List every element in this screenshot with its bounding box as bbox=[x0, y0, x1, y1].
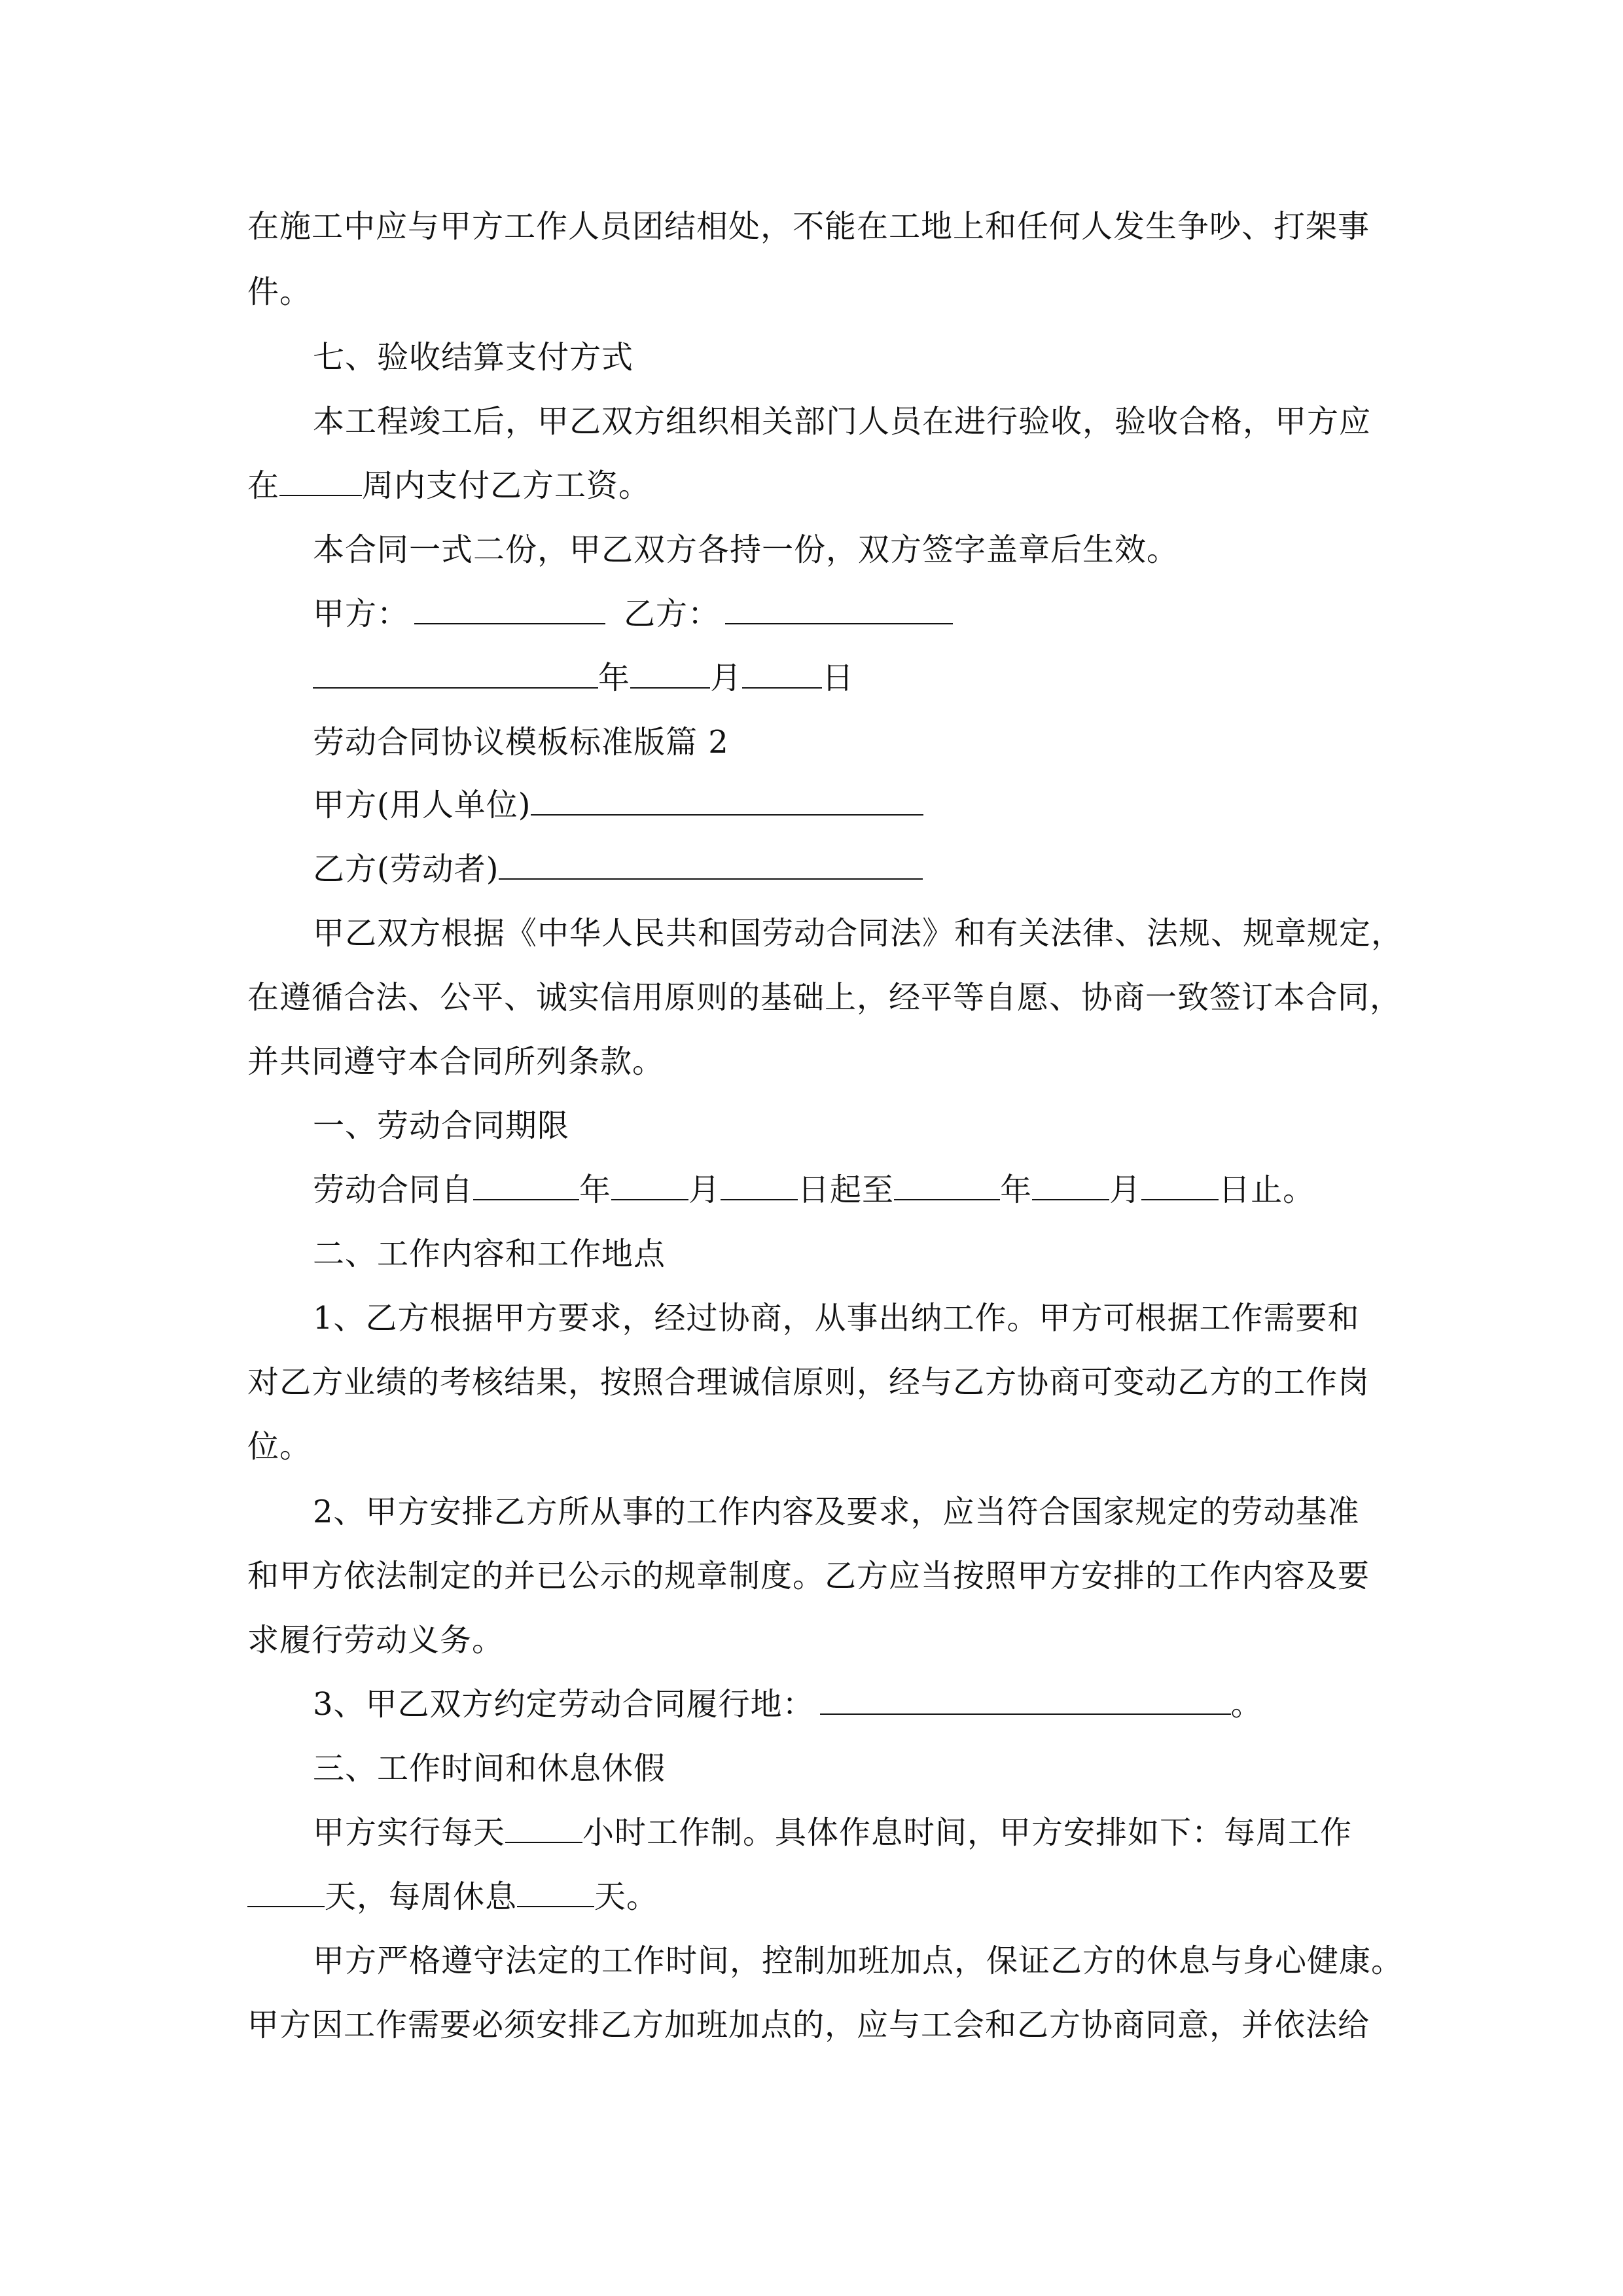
text-segment: 月 bbox=[1109, 1172, 1142, 1208]
body-line: 位。 bbox=[247, 1428, 312, 1465]
fill-blank bbox=[742, 658, 822, 689]
text-segment: 月 bbox=[688, 1172, 721, 1208]
text-segment: 日起至 bbox=[798, 1172, 895, 1208]
fill-blank bbox=[630, 658, 710, 689]
party-b-label: 乙方： bbox=[624, 596, 721, 632]
text-segment: 周内支付乙方工资。 bbox=[362, 467, 651, 504]
body-line: 本合同一式二份，甲乙双方各持一份，双方签字盖章后生效。 bbox=[313, 531, 1179, 568]
fill-blank bbox=[247, 1877, 325, 1907]
fill-blank bbox=[1141, 1170, 1219, 1200]
text-segment: 天。 bbox=[594, 1878, 659, 1915]
text-segment: 3、甲乙双方约定劳动合同履行地： bbox=[313, 1686, 815, 1723]
fill-blank bbox=[313, 658, 598, 689]
fill-blank bbox=[473, 1170, 579, 1200]
fill-blank bbox=[531, 785, 923, 816]
text-segment: 甲方(用人单位) bbox=[313, 787, 531, 823]
party-a-label: 甲方： bbox=[313, 596, 410, 632]
fill-blank bbox=[721, 1170, 798, 1200]
section-heading: 一、劳动合同期限 bbox=[313, 1107, 570, 1144]
fill-blank bbox=[725, 594, 953, 624]
body-line: 2、甲方安排乙方所从事的工作内容及要求，应当符合国家规定的劳动基准 bbox=[313, 1494, 1360, 1530]
text-segment: 月 bbox=[710, 660, 743, 696]
body-line bbox=[313, 1685, 1263, 1724]
section-heading: 三、工作时间和休息休假 bbox=[313, 1750, 666, 1787]
text-segment: 甲方实行每天 bbox=[313, 1814, 506, 1851]
text-segment: 。 bbox=[1230, 1686, 1263, 1723]
text-segment: 小时工作制。具体作息时间，甲方安排如下：每周工作 bbox=[582, 1814, 1353, 1851]
text-segment: 年 bbox=[598, 660, 631, 696]
text-segment: 天，每周休息 bbox=[325, 1878, 518, 1915]
fill-blank bbox=[414, 594, 605, 624]
contract-title: 劳动合同协议模板标准版篇 2 bbox=[313, 724, 729, 761]
text-segment: 日 bbox=[822, 660, 855, 696]
body-line: 在施工中应与甲方工作人员团结相处，不能在工地上和任何人发生争吵、打架事 bbox=[247, 208, 1370, 245]
fill-blank bbox=[499, 850, 923, 880]
text-segment: 乙方(劳动者) bbox=[313, 851, 499, 888]
body-line: 甲方因工作需要必须安排乙方加班加点的，应与工会和乙方协商同意，并依法给 bbox=[247, 2007, 1370, 2043]
fill-blank bbox=[611, 1170, 688, 1200]
date-line bbox=[313, 658, 854, 698]
section-heading: 二、工作内容和工作地点 bbox=[313, 1236, 666, 1272]
fill-blank bbox=[820, 1685, 1231, 1715]
body-line: 并共同遵守本合同所列条款。 bbox=[247, 1043, 665, 1080]
body-line bbox=[313, 1813, 1352, 1852]
party-line bbox=[313, 850, 923, 889]
fill-blank bbox=[505, 1813, 582, 1843]
body-line: 本工程竣工后，甲乙双方组织相关部门人员在进行验收，验收合格，甲方应 bbox=[313, 403, 1372, 440]
body-line: 求履行劳动义务。 bbox=[247, 1622, 505, 1659]
text-segment: 在 bbox=[247, 467, 280, 504]
text-segment: 年 bbox=[1000, 1172, 1033, 1208]
fill-blank bbox=[279, 466, 362, 496]
fill-blank bbox=[894, 1170, 1000, 1200]
party-line bbox=[313, 785, 923, 825]
body-line: 和甲方依法制定的并已公示的规章制度。乙方应当按照甲方安排的工作内容及要 bbox=[247, 1558, 1370, 1594]
body-line: 1、乙方根据甲方要求，经过协商，从事出纳工作。甲方可根据工作需要和 bbox=[313, 1300, 1360, 1336]
fill-blank bbox=[1032, 1170, 1109, 1200]
body-line: 甲乙双方根据《中华人民共和国劳动合同法》和有关法律、法规、规章规定， bbox=[313, 915, 1404, 952]
term-line bbox=[313, 1170, 1315, 1210]
body-line bbox=[247, 466, 651, 505]
text-segment: 年 bbox=[579, 1172, 612, 1208]
body-line: 甲方严格遵守法定的工作时间，控制加班加点，保证乙方的休息与身心健康。 bbox=[313, 1943, 1404, 1979]
body-line: 件。 bbox=[247, 274, 312, 310]
text-segment: 日止。 bbox=[1219, 1172, 1315, 1208]
body-line: 在遵循合法、公平、诚实信用原则的基础上，经平等自愿、协商一致签订本合同， bbox=[247, 979, 1402, 1016]
text-segment: 劳动合同自 bbox=[313, 1172, 474, 1208]
fill-blank bbox=[517, 1877, 594, 1907]
body-line: 对乙方业绩的考核结果，按照合理诚信原则，经与乙方协商可变动乙方的工作岗 bbox=[247, 1364, 1370, 1401]
body-line bbox=[247, 1877, 658, 1916]
section-heading: 七、验收结算支付方式 bbox=[313, 339, 634, 376]
signature-line bbox=[313, 594, 953, 634]
